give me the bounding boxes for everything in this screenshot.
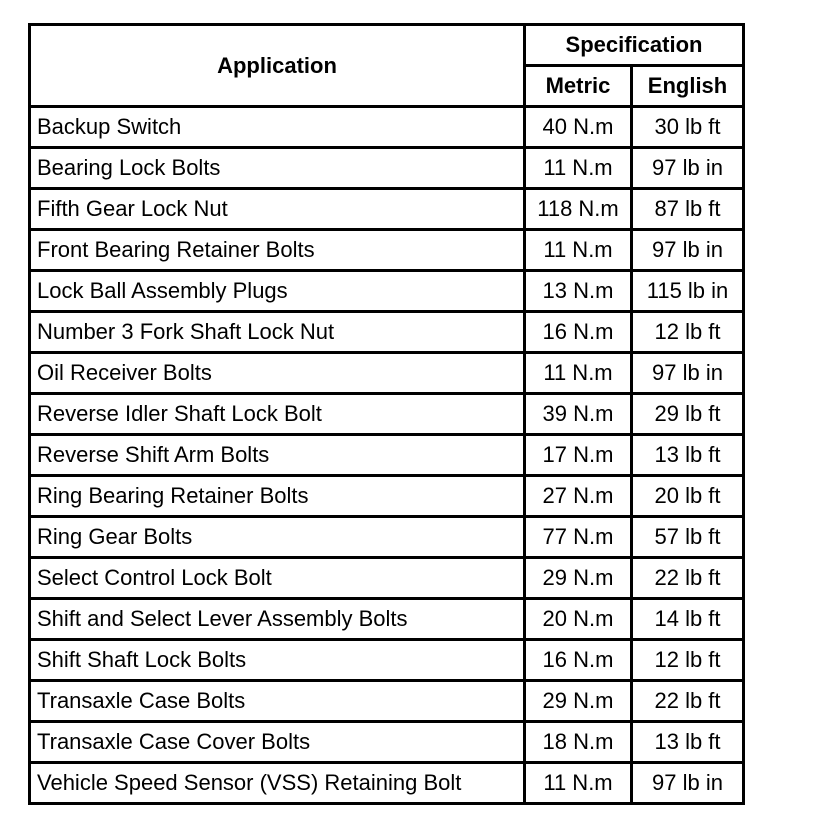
english-value-cell: 115 lb in bbox=[632, 271, 744, 312]
english-value-cell: 20 lb ft bbox=[632, 476, 744, 517]
header-row-top bbox=[30, 25, 744, 66]
application-cell: Shift and Select Lever Assembly Bolts bbox=[30, 599, 525, 640]
english-value-cell: 22 lb ft bbox=[632, 558, 744, 599]
table-row bbox=[30, 722, 744, 763]
application-cell: Number 3 Fork Shaft Lock Nut bbox=[30, 312, 525, 353]
metric-value-cell: 16 N.m bbox=[525, 312, 632, 353]
application-cell: Ring Bearing Retainer Bolts bbox=[30, 476, 525, 517]
metric-value-cell: 16 N.m bbox=[525, 640, 632, 681]
english-value-cell: 97 lb in bbox=[632, 353, 744, 394]
application-cell: Backup Switch bbox=[30, 107, 525, 148]
table-row bbox=[30, 435, 744, 476]
metric-value-cell: 13 N.m bbox=[525, 271, 632, 312]
metric-value-cell: 17 N.m bbox=[525, 435, 632, 476]
application-cell: Select Control Lock Bolt bbox=[30, 558, 525, 599]
fastener-specification-table bbox=[28, 23, 745, 805]
application-cell: Reverse Shift Arm Bolts bbox=[30, 435, 525, 476]
metric-value-cell: 20 N.m bbox=[525, 599, 632, 640]
metric-value-cell: 29 N.m bbox=[525, 681, 632, 722]
english-value-cell: 87 lb ft bbox=[632, 189, 744, 230]
table-header bbox=[30, 25, 744, 107]
english-value-cell: 22 lb ft bbox=[632, 681, 744, 722]
application-cell: Lock Ball Assembly Plugs bbox=[30, 271, 525, 312]
metric-value-cell: 39 N.m bbox=[525, 394, 632, 435]
table-row bbox=[30, 517, 744, 558]
table-row bbox=[30, 312, 744, 353]
table-row bbox=[30, 476, 744, 517]
application-cell: Shift Shaft Lock Bolts bbox=[30, 640, 525, 681]
table-row bbox=[30, 558, 744, 599]
application-cell: Vehicle Speed Sensor (VSS) Retaining Bolt bbox=[30, 763, 525, 804]
application-cell: Bearing Lock Bolts bbox=[30, 148, 525, 189]
table-row bbox=[30, 394, 744, 435]
application-cell: Transaxle Case Bolts bbox=[30, 681, 525, 722]
metric-value-cell: 11 N.m bbox=[525, 353, 632, 394]
metric-value-cell: 18 N.m bbox=[525, 722, 632, 763]
table-row bbox=[30, 148, 744, 189]
english-value-cell: 97 lb in bbox=[632, 763, 744, 804]
metric-value-cell: 29 N.m bbox=[525, 558, 632, 599]
english-value-cell: 57 lb ft bbox=[632, 517, 744, 558]
metric-value-cell: 11 N.m bbox=[525, 230, 632, 271]
table-row bbox=[30, 763, 744, 804]
specification-column-header: Specification bbox=[525, 25, 744, 66]
metric-value-cell: 40 N.m bbox=[525, 107, 632, 148]
application-cell: Transaxle Case Cover Bolts bbox=[30, 722, 525, 763]
english-value-cell: 29 lb ft bbox=[632, 394, 744, 435]
metric-value-cell: 118 N.m bbox=[525, 189, 632, 230]
table-row bbox=[30, 189, 744, 230]
english-value-cell: 13 lb ft bbox=[632, 435, 744, 476]
table-row bbox=[30, 230, 744, 271]
table-row bbox=[30, 107, 744, 148]
metric-column-header: Metric bbox=[525, 66, 632, 107]
metric-value-cell: 11 N.m bbox=[525, 763, 632, 804]
metric-value-cell: 27 N.m bbox=[525, 476, 632, 517]
table-row bbox=[30, 681, 744, 722]
english-value-cell: 12 lb ft bbox=[632, 312, 744, 353]
metric-value-cell: 77 N.m bbox=[525, 517, 632, 558]
application-cell: Ring Gear Bolts bbox=[30, 517, 525, 558]
application-cell: Oil Receiver Bolts bbox=[30, 353, 525, 394]
application-column-header: Application bbox=[30, 25, 525, 107]
metric-value-cell: 11 N.m bbox=[525, 148, 632, 189]
english-value-cell: 30 lb ft bbox=[632, 107, 744, 148]
application-cell: Front Bearing Retainer Bolts bbox=[30, 230, 525, 271]
table-row bbox=[30, 271, 744, 312]
english-value-cell: 97 lb in bbox=[632, 230, 744, 271]
english-value-cell: 12 lb ft bbox=[632, 640, 744, 681]
english-value-cell: 14 lb ft bbox=[632, 599, 744, 640]
english-value-cell: 13 lb ft bbox=[632, 722, 744, 763]
english-column-header: English bbox=[632, 66, 744, 107]
application-cell: Fifth Gear Lock Nut bbox=[30, 189, 525, 230]
table-row bbox=[30, 599, 744, 640]
table-row bbox=[30, 640, 744, 681]
english-value-cell: 97 lb in bbox=[632, 148, 744, 189]
application-cell: Reverse Idler Shaft Lock Bolt bbox=[30, 394, 525, 435]
table-row bbox=[30, 353, 744, 394]
table-body bbox=[30, 107, 744, 804]
